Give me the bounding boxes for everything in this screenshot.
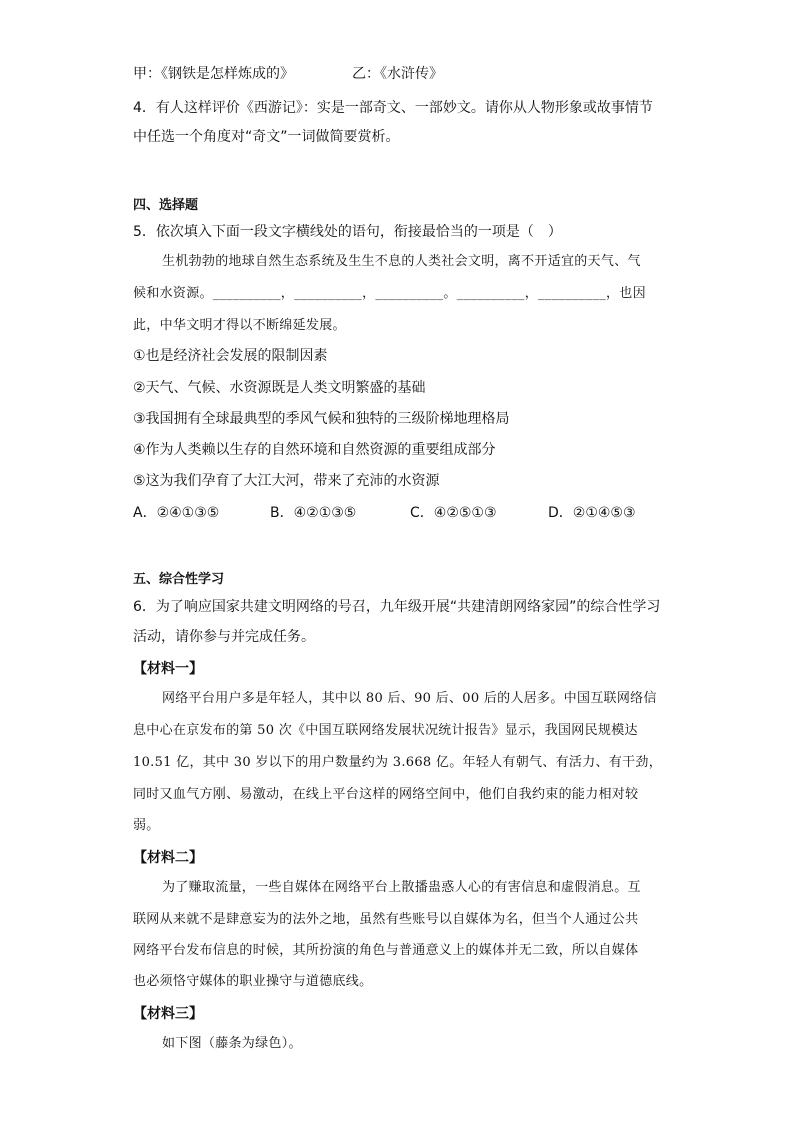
q5-item-1: ①也是经济社会发展的限制因素 (133, 348, 328, 364)
book-option-jia: 甲：《钢铁是怎样炼成的》 (133, 66, 294, 82)
material-2-title: 【材料二】 (133, 850, 203, 866)
material-1-title: 【材料一】 (133, 661, 203, 677)
material-1-line-5: 弱。 (133, 818, 160, 833)
q4-line-2: 中任选一个角度对“奇文”一词做简要赏析。 (133, 129, 400, 145)
material-1-line-4: 同时又血气方刚、易激动，在线上平台这样的网络空间中，他们自我约束的能力相对较 (133, 787, 639, 802)
q6-line-1: 6．为了响应国家共建文明网络的号召，九年级开展“共建清朗网络家园”的综合性学习 (133, 599, 661, 615)
material-1-line-3: 10.51 亿，其中 30 岁以下的用户数量约为 3.668 亿。年轻人有朝气、有活力、有干劲， (133, 755, 663, 770)
material-3-text: 如下图（藤条为绿色）。 (162, 1036, 302, 1051)
q5-stem: 5．依次填入下面一段文字横线处的语句，衔接最恰当的一项是（ ） (133, 224, 562, 240)
material-2-line-3: 网络平台发布信息的时候，其所扮演的角色与普通意义上的媒体并无二致，所以自媒体 (133, 943, 639, 958)
book-option-yi: 乙：《水浒传》 (352, 66, 443, 82)
q5-item-3: ③我国拥有全球最典型的季风气候和独特的三级阶梯地理格局 (133, 411, 510, 427)
q5-item-2: ②天气、气候、水资源既是人类文明繁盛的基础 (133, 380, 426, 396)
q5-passage-line-1: 生机勃勃的地球自然生态系统及生生不息的人类社会文明，离不开适宜的天气、气 (162, 254, 641, 269)
q5-option-d: D．②①④⑤③ (548, 505, 636, 521)
q6-line-2: 活动，请你参与并完成任务。 (133, 629, 315, 645)
q5-item-4: ④作为人类赖以生存的自然环境和自然资源的重要组成部分 (133, 442, 496, 458)
q4-line-1: 4．有人这样评价《西游记》：实是一部奇文、一部妙文。请你从人物形象或故事情节 (133, 100, 653, 116)
section-5-heading: 五、综合性学习 (133, 572, 225, 587)
q5-option-c: C．④②⑤①③ (410, 505, 497, 521)
material-2-line-2: 联网从来就不是肆意妄为的法外之地，虽然有些账号以自媒体为名，但当个人通过公共 (133, 912, 639, 927)
q5-option-a: A．②④①③⑤ (133, 505, 220, 521)
q5-passage-line-2: 候和水资源。__________，__________，__________。__________，__________，也因 (133, 286, 646, 301)
material-3-title: 【材料三】 (133, 1006, 203, 1022)
section-4-heading: 四、选择题 (133, 198, 199, 213)
material-1-line-2: 息中心在京发布的第 50 次《中国互联网络发展状况统计报告》显示，我国网民规模达 (133, 723, 638, 738)
q5-passage-line-3: 此，中华文明才得以不断绵延发展。 (133, 318, 346, 333)
q5-option-b: B．④②①③⑤ (270, 505, 357, 521)
material-2-line-4: 也必须恪守媒体的职业操守与道德底线。 (133, 974, 373, 989)
material-1-line-1: 网络平台用户多是年轻人，其中以 80 后、90 后、00 后的人居多。中国互联网络信 (162, 691, 657, 706)
material-2-line-1: 为了赚取流量，一些自媒体在网络平台上散播蛊惑人心的有害信息和虚假消息。互 (162, 880, 641, 895)
q5-item-5: ⑤这为我们孕育了大江大河，带来了充沛的水资源 (133, 473, 440, 489)
